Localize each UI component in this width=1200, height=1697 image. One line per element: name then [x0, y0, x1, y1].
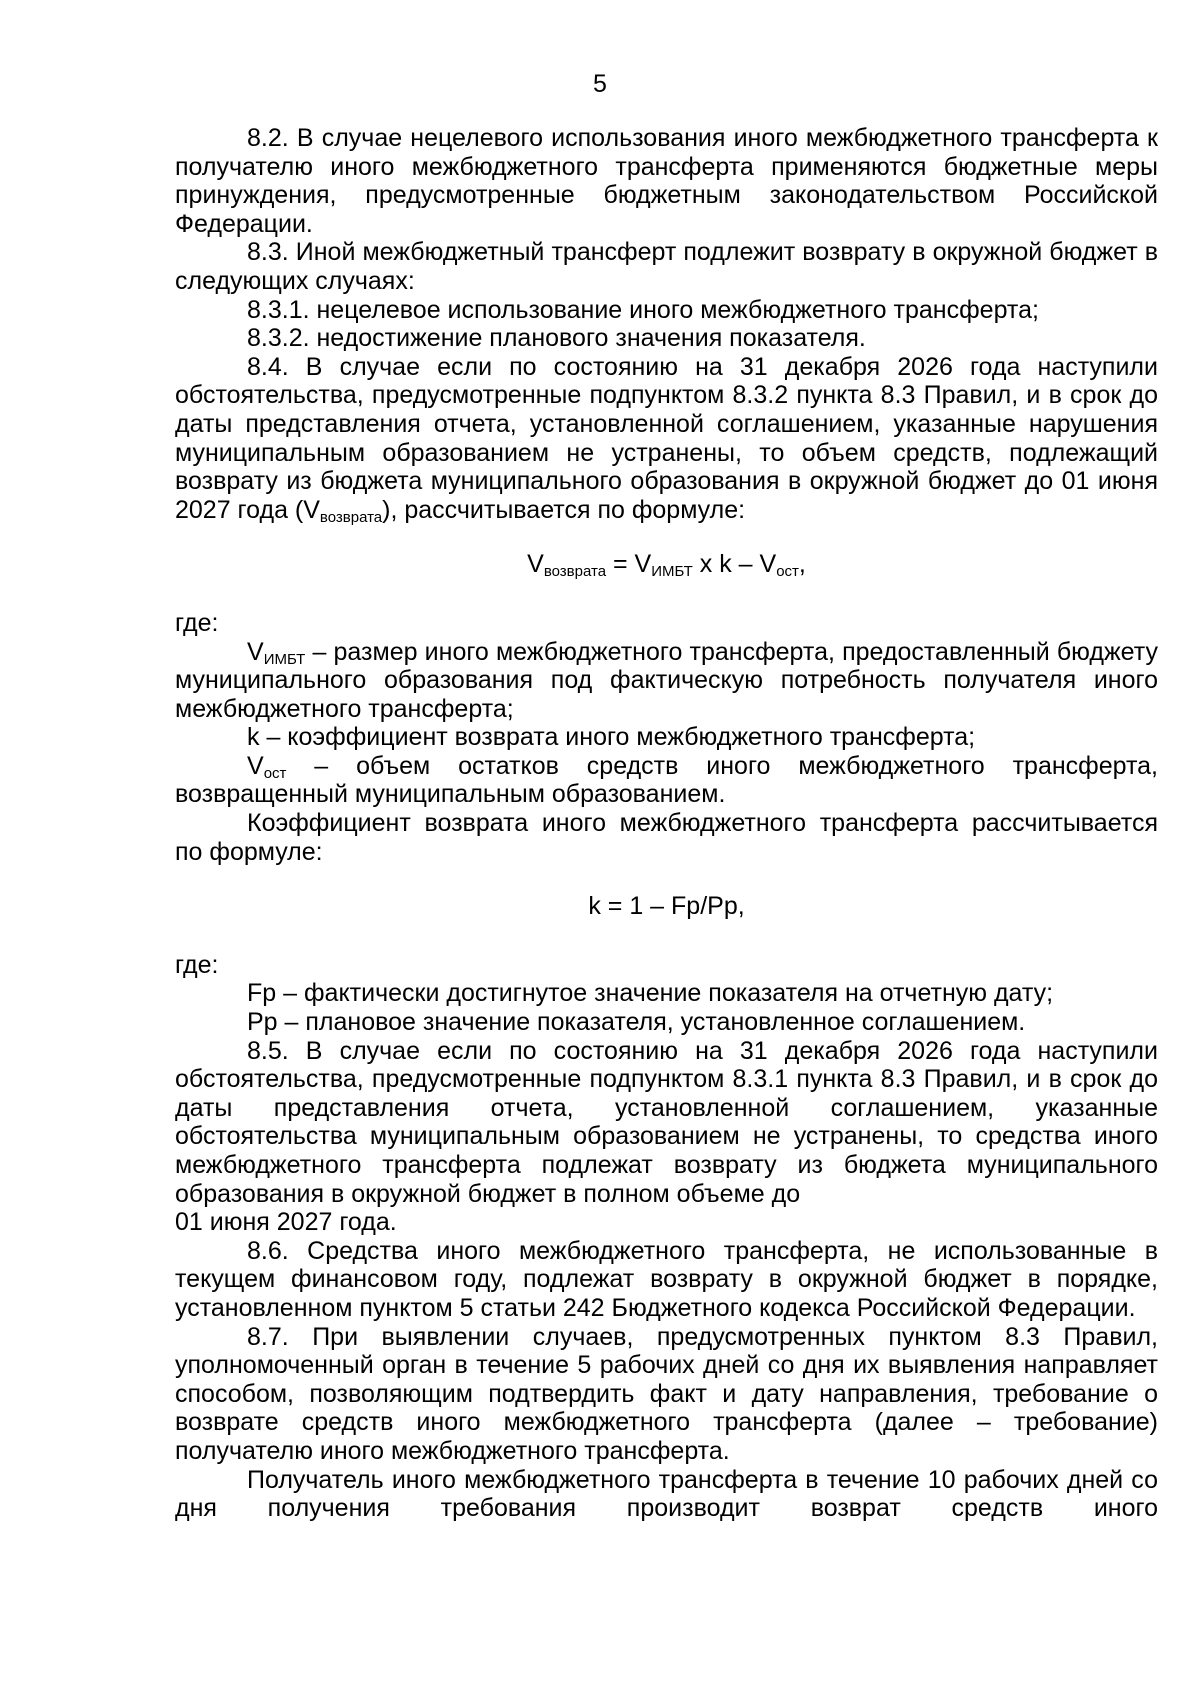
- coefficient-intro: Коэффициент возврата иного межбюджетного трансферта рассчитывается по формуле:: [175, 809, 1158, 866]
- paragraph-8-5: 8.5. В случае если по состоянию на 31 декабря 2026 года наступили обстоятельства, предусмотренные подпунктом 8.3.1 пункта 8.3 Правил, и в срок до даты представления отчета, установленной соглашением, указанные обстоятельства муниципальным образованием не устранены, то средства иного межбюджетного трансферта подлежат возврату из бюджета муниципального образования в окружной бюджет в полном объеме до 01 июня 2027 года.: [175, 1036, 1158, 1237]
- paragraph-8-3-1: 8.3.1. нецелевое использование иного межбюджетного трансферта;: [247, 295, 1039, 324]
- subscript-vozvrata: возврата: [319, 508, 383, 526]
- paragraph-8-3: 8.3. Иной межбюджетный трансферт подлежит возврату в окружной бюджет в следующих случаях:: [175, 238, 1158, 295]
- definition-vost: $V_{ост}$ – объем остатков средств иного межбюджетного трансферта, возвращенный муниципальным образованием.: [175, 751, 1158, 809]
- formula-return-volume: $V_{возврата} = V_{ИМБТ}$ x k – $V_{ост}$,: [527, 550, 806, 581]
- where-label-1: где:: [175, 608, 219, 637]
- definition-vimbt: $V_{ИМБТ}$ – размер иного межбюджетного трансферта, предоставленный бюджету муниципального образования под фактическую потребность получателя иного межбюджетного трансферта;: [175, 637, 1158, 723]
- paragraph-8-4-tail: ), рассчитывается по формуле:: [382, 495, 746, 524]
- paragraph-8-7: 8.7. При выявлении случаев, предусмотренных пунктом 8.3 Правил, уполномоченный орган в течение 5 рабочих дней со дня их выявления направляет способом, позволяющим подтвердить факт и дату направления, требование о возврате средств иного межбюджетного трансферта (далее – требование) получателю иного межбюджетного трансферта.: [175, 1322, 1158, 1465]
- paragraph-8-2: 8.2. В случае нецелевого использования иного межбюджетного трансферта к получателю иного межбюджетного трансферта применяются бюджетные меры принуждения, предусмотренные бюджетным законодательством Российской Федерации.: [175, 124, 1158, 238]
- document-body: [175, 124, 1158, 1523]
- definition-fp: Fp – фактически достигнутое значение показателя на отчетную дату;: [247, 979, 1054, 1008]
- page-number: 5: [593, 70, 607, 98]
- formula-coefficient: k = 1 – Fp/Pp,: [588, 892, 745, 921]
- paragraph-8-6: 8.6. Средства иного межбюджетного трансферта, не использованные в текущем финансовом году, подлежат возврату в окружной бюджет в порядке, установленном пунктом 5 статьи 242 Бюджетного кодекса Российской Федерации.: [175, 1236, 1158, 1322]
- paragraph-8-4-main: 8.4. В случае если по состоянию на 31 декабря 2026 года наступили обстоятельства, предусмотренные подпунктом 8.3.2 пункта 8.3 Правил, и в срок до даты представления отчета, установленной соглашением, указанные нарушения муниципальным образованием не устранены, то объем средств, подлежащий возврату из бюджета муниципального образования в окружной бюджет до 01 июня 2027 года (V: [175, 352, 1158, 524]
- paragraph-recipient-return: Получатель иного межбюджетного трансферта в течение 10 рабочих дней со дня получения требования производит возврат средств иного: [175, 1465, 1158, 1523]
- paragraph-8-4: [175, 353, 1158, 525]
- where-label-2: где:: [175, 950, 219, 979]
- definition-k: k – коэффициент возврата иного межбюджетного трансферта;: [247, 723, 976, 752]
- paragraph-8-3-2: 8.3.2. недостижение планового значения показателя.: [247, 324, 866, 353]
- definition-pp: Pp – плановое значение показателя, установленное соглашением.: [247, 1008, 1026, 1037]
